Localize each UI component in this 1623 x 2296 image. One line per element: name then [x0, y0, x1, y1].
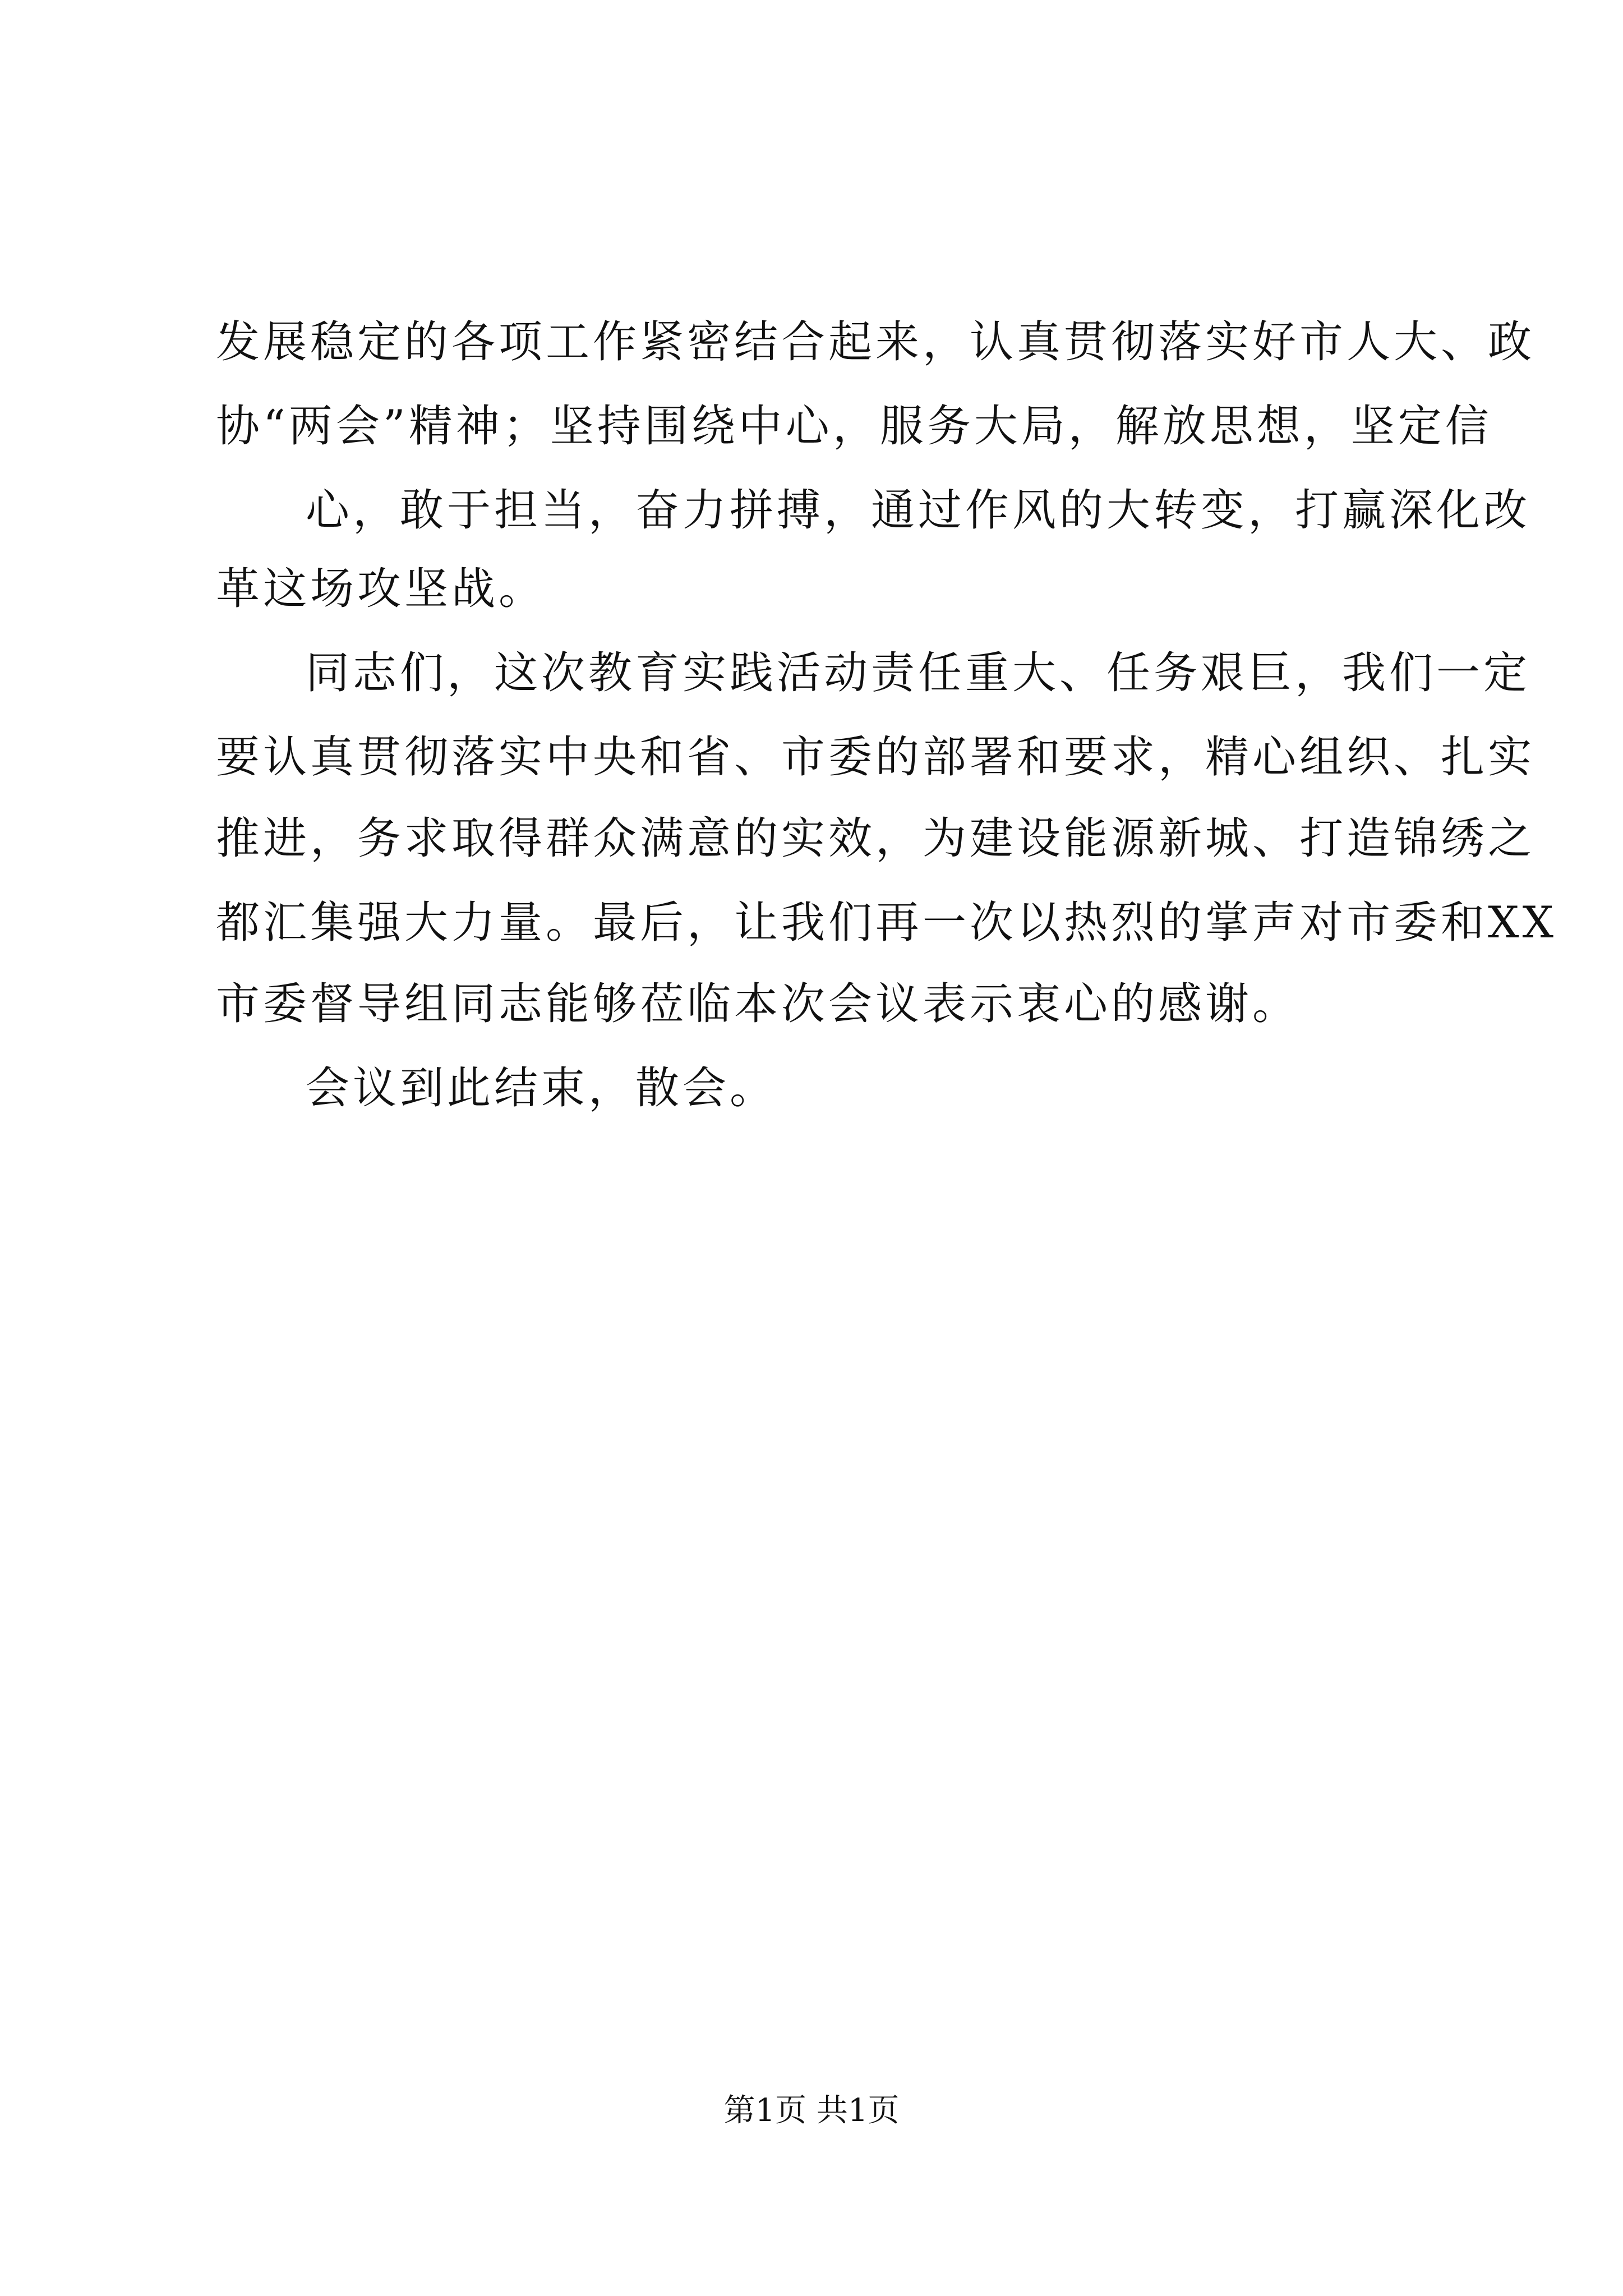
body-line: 同志们，这次教育实践活动责任重大、任务艰巨，我们一定: [306, 648, 1531, 698]
body-line: 发展稳定的各项工作紧密结合起来，认真贯彻落实好市人大、政: [216, 317, 1536, 367]
body-line: 都汇集强大力量。最后，让我们再一次以热烈的掌声对市委和XX: [216, 898, 1557, 948]
body-line: 革这场攻坚战。: [216, 564, 546, 614]
body-line: 会议到此结束，散会。: [306, 1063, 777, 1114]
body-line: 市委督导组同志能够莅临本次会议表示衷心的感谢。: [216, 979, 1300, 1029]
body-line: 心，敢于担当，奋力拼搏，通过作风的大转变，打赢深化改: [306, 485, 1531, 536]
body-line: 协“两会”精神；坚持围绕中心，服务大局，解放思想，坚定信: [216, 401, 1492, 452]
body-line: 要认真贯彻落实中央和省、市委的部署和要求，精心组织、扎实: [216, 732, 1536, 783]
page-number-footer: 第1页 共1页: [723, 2092, 900, 2129]
body-line: 推进，务求取得群众满意的实效，为建设能源新城、打造锦绣之: [216, 813, 1536, 864]
